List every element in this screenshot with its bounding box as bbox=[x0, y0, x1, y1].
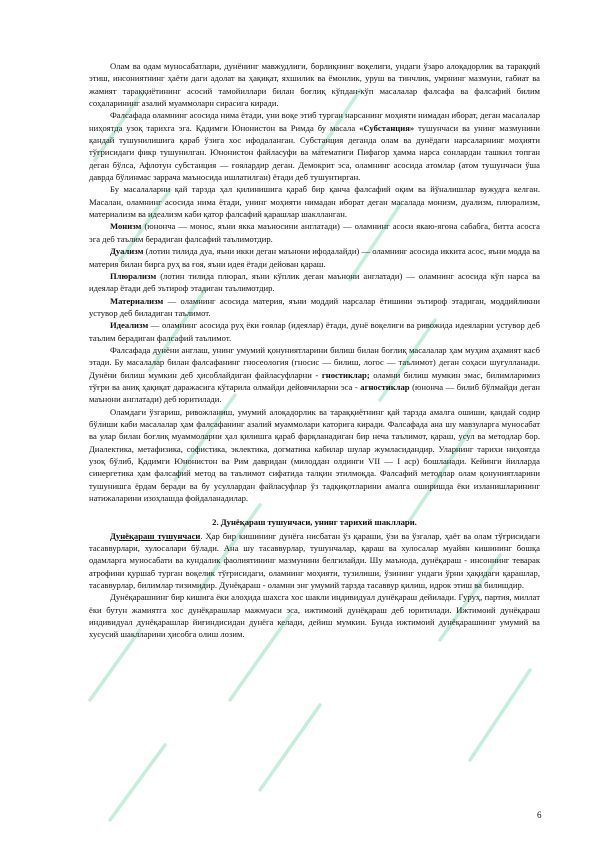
bold-term: агностиклар bbox=[360, 381, 410, 392]
bold-term: Материализм bbox=[110, 295, 164, 306]
paragraph bbox=[89, 245, 540, 270]
paragraph bbox=[89, 183, 540, 220]
paragraph bbox=[89, 319, 540, 344]
text-run: тушунчаси ва унинг мазмунини қандай тушунилишига қараб ўзига хос ифодаланган. Субстанция деганда олам ва дунёдаги нарсаларнинг моҳияти тўғрисидаги фикр тушунилган. Юнонистон файласуфи ва математиги Пифагор ҳамма нарса сонлардан ташкил топган деган бўлса, Афлотун субстанция — ғоялардир деган. Демокрит эса, оламнинг асосида атомлар (атом тушунчаси ўша даврда бўлинмас заррача маъносида ишлатилган) ётади деб тушунтирган. bbox=[89, 122, 540, 183]
paragraph bbox=[89, 109, 540, 183]
paragraph bbox=[89, 591, 540, 640]
text-run: Бу масалаларни қай тарзда ҳал қилинишига қараб бир қанча фалсафий оқим ва йўналишлар вужудга келган. Масалан, оламнинг асосида нима ётади, унинг моҳияти нимадан иборат деган масалада монизм, дуализм, плюрализм, материализм ва идеализм каби қатор фалсафий қарашлар шаклланган. bbox=[89, 184, 540, 220]
paragraph bbox=[89, 220, 540, 245]
text-run: (лотин тилида дуа, яъни икки деган маънони ифодалайди) — оламнинг асосида иккита асос, яъни модда ва материя билан бирга руҳ ва ғоя, яъни идея ётади дейован қараш. bbox=[89, 246, 540, 269]
underlined-term: Дунёқараш тушунчаси bbox=[110, 530, 201, 541]
text-run: (лотин тилида плюрал, яъни кўплик деган маънони англатади) — оламнинг асосида кўп нарса ва идеялар ётади деб эътироф этадиган таълимотдир. bbox=[89, 270, 540, 294]
watermark-stroke bbox=[260, 705, 320, 790]
bold-term: Идеализм bbox=[110, 320, 149, 331]
bold-term: Монизм bbox=[110, 221, 142, 232]
text-run: — оламнинг асосида руҳ ёки ғоялар (идеялар) ётади, дунё воқелиги ва ривожида идеяларни устувор деб таълим берадиган фалсафий таълимот. bbox=[89, 320, 540, 343]
text-run: (юнонча — билиб бўлмайди деган маънони англатади) деб юритилади. bbox=[89, 381, 540, 405]
document-body bbox=[89, 60, 540, 641]
text-run: Фалсафада оламнинг асосида нима ётади, уни воқе этиб турган нарсанинг моҳияти нимадан иборат, деган масалалар ниҳоятда узоқ тарихга эга. Қадимги Юнонистон ва Римда бу масала bbox=[89, 110, 540, 133]
paragraph bbox=[89, 406, 540, 505]
text-run: 2. Дунёқараш тушунчаси, унинг тарихий шакллари. bbox=[212, 517, 417, 528]
text-run: (юнонча — монос, яъни якка маъносини англатади) — оламнинг асоси якаю-ягона сабабга, битта асосга эга деб таълим берадиган фалсафий таълимотдир. bbox=[89, 221, 540, 244]
text-run: Дунёқарашнинг бир кишига ёки алоҳида шахсга хос шакли индивидуал дунёқараш дейилади. Гуруҳ, партия, миллат ёки бутун жамиятга хос дунёқарашлар мажмуаси эса, ижтимоий дунёқараш деб юритилади. Ижтимоий дунёқараш индивидуал дунёқарашлар йиғиндисидан дунёга келади, дейиш мумкин. Бунда ижтимоий дунёқарашнинг умумий ва хусусий шаклларини ҳисобга олиш лозим. bbox=[89, 592, 540, 640]
paragraph bbox=[89, 530, 540, 592]
text-run: . Ҳар бир кишининг дунёга нисбатан ўз қараши, ўзи ва ўзгалар, ҳаёт ва олам тўғрисидаги тасаввурлари, хулосалари бўлади. Ана шу тасаввурлар, тушунчалар, қараш ва хулосалар муайян кишининг бошқа одамларга муносабати ва кундалик фаолиятининг мазмунини белгилайди. Шу маънода, дунёқараш - инсоннинг теварак атрофини қуршаб турган воқелик тўғрисидаги, оламнинг моҳияти, тузилиши, ўзининг ундаги ўрни ҳақидаги қарашлар, тасаввурлар, билимлар тизимидир. Дунёқараш - оламни энг умумий тарзда тасаввур қилиш, идрок этиш ва билишдир. bbox=[89, 530, 541, 591]
paragraph bbox=[89, 60, 540, 109]
watermark-stroke bbox=[110, 745, 165, 820]
bold-term: Дуализм bbox=[110, 246, 144, 257]
text-run: — оламнинг асосида материя, яъни моддий нарсалар ётишини эътироф этадиган, моддийликни устувор деб биладиган таълимот. bbox=[89, 295, 540, 318]
section-heading bbox=[89, 516, 540, 528]
page-number: 6 bbox=[537, 810, 542, 820]
text-run: Олам ва одам муносабатлари, дунёнинг мавжудлиги, борлиқнинг воқелиги, ундаги ўзаро алоқадорлик ва тараққий этиш, инсониятнинг ҳаёти даги адолат ва ҳақиқат, яхшилик ва ёмонлик, уруш ва тинчлик, умрнинг мазмуни, габиат ва жамият тараққиётининг асосий тамойиллари билан боғлиқ кўпдан-кўп масалалар фалсафа ва фалсафий билим соҳаларининг азалий муаммоларн сирасига киради. bbox=[89, 61, 540, 109]
bold-term: Плюрализм bbox=[110, 270, 157, 281]
text-run: Фалсафада дунёни англаш, унинг умумий қонуниятларини билиш билан боғлиқ масалалар ҳам муҳим аҳамият касб этади. Бу масалалар билан фалсафанинг гносеология (гносис — билиш, логос — таълимот) деган соҳаси шуғулланади. Дунёни билиш мумкин деб ҳисоблайдиган файласуфларни - bbox=[89, 344, 540, 380]
paragraph bbox=[89, 344, 540, 406]
bold-term: гностиклар; bbox=[321, 369, 370, 380]
watermark-stroke bbox=[470, 670, 530, 760]
text-run: Оламдаги ўзгариш, ривожланиш, умумий алоқадорлик ва тараққиётнинг қай тарзда амалга ошиши, қандай содир бўлиши каби масалалар ҳам фалсафанинг азалий муаммолари каторига киради. Фалсафада ана шу мавзуларга муносабат ва улар билан боғлиқ муаммоларни ҳал қилишга қараб фарқланадиган бир неча таълимот, қараш, усул ва методлар бор. Диалектика, метафизика, софистика, эклектика, догматика кабилар шулар жумласидандир. Уларнинг тарихи ниҳоятда узоқ бўлиб, Қадимги Юнонистон ва Рим давридан (милоддан олдинги VII — I аср) бошланади. Кейинги йилларда синергетика ҳам фалсафий метод ва таълимот сифатида талқин этилмоқда. Фалсафий методлар олам қонуниятларини тушунишга ёрдам беради ва бу усуллардан файласуфлар ўз тадқиқотларини амалга оширишда ёки изланишларининг натижаларини изоҳлашда фойдаланадилар. bbox=[89, 406, 540, 504]
text-run: оламни билиш мумкин эмас, билимларимиз тўғри ва аниқ ҳақиқат даражасига кўтарила олмайди дейовчиларни эса - bbox=[89, 369, 540, 392]
paragraph bbox=[89, 295, 540, 320]
bold-term: «Субстанция» bbox=[359, 122, 415, 133]
paragraph bbox=[89, 270, 540, 295]
